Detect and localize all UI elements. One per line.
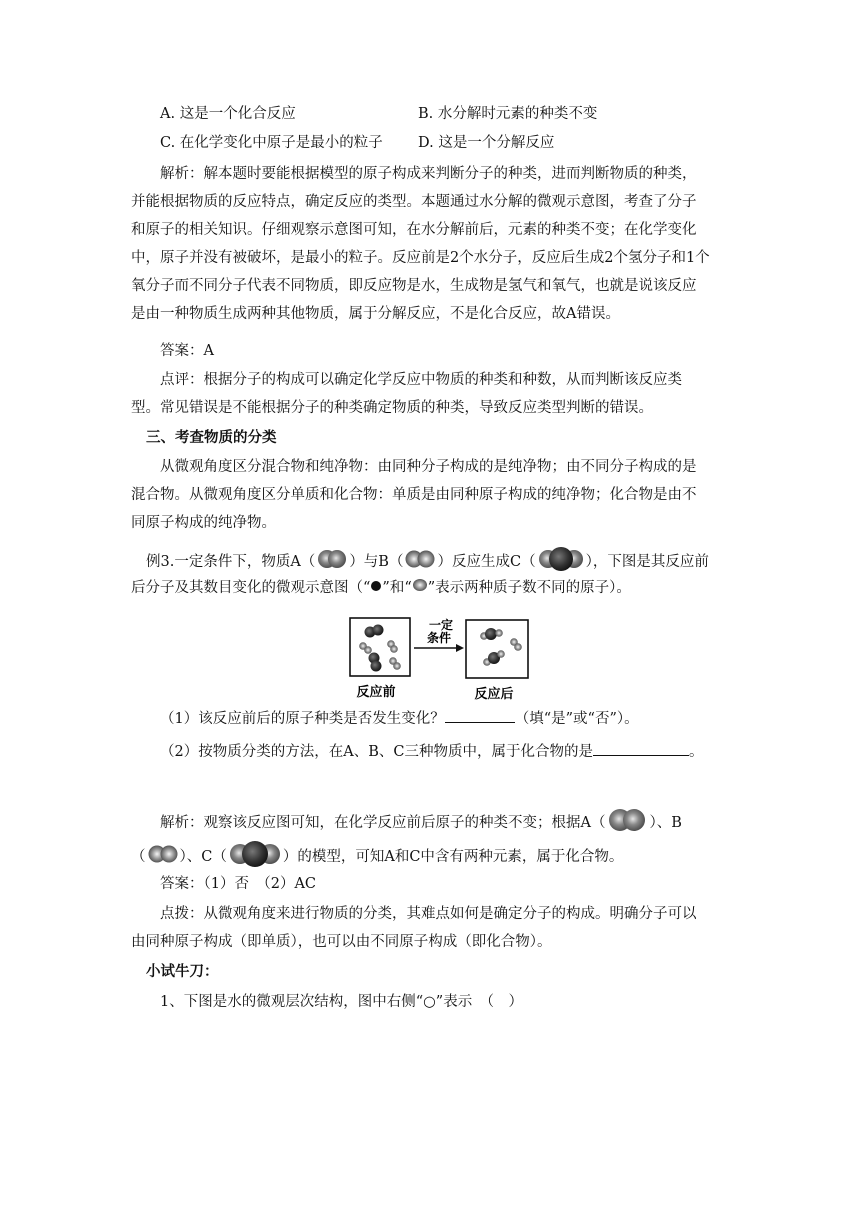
section3-line2: 混合物。从微观角度区分单质和化合物：单质是由同种原子构成的纯净物；化合物是由不 [131, 487, 697, 503]
practice-question-1: 1、下图是水的微观层次结构，图中右侧“○”表示 （ ） [160, 994, 523, 1010]
black-atom-icon [370, 578, 382, 598]
condition-top: 一定 [428, 618, 454, 632]
section3-title: 三、考查物质的分类 [146, 429, 277, 446]
molecule-b-icon [403, 548, 437, 576]
analysis3-line1: 解析：观察该反应图可知，在化学反应前后原子的种类不变；根据A（ ）、B [160, 806, 682, 840]
answer1: 答案：A [160, 343, 214, 359]
grey-atom-icon [412, 578, 428, 598]
example3-line1: 例3.一定条件下，物质A（ ）与B（ ）反应生成C（ ），下图是其反应前 [146, 546, 709, 578]
analysis3-line2: （ ）、C（ ）的模型，可知A和C中含有两种元素，属于化合物。 [131, 840, 623, 874]
option-a: A. 这是一个化合反应 [160, 106, 296, 122]
analysis1-line3: 和原子的相关知识。仔细观察示意图可知，在水分解前后，元素的种类不变；在化学变化 [131, 222, 697, 238]
option-b: B. 水分解时元素的种类不变 [418, 106, 598, 122]
molecule-b-icon [146, 843, 180, 871]
option-c: C. 在化学变化中原子是最小的粒子 [160, 135, 383, 151]
section3-line1: 从微观角度区分混合物和纯净物：由同种分子构成的是纯净物；由不同分子构成的是 [160, 459, 697, 475]
answer3: 答案：（1）否 （2）AC [160, 876, 317, 892]
practice-title: 小试牛刀： [146, 963, 219, 980]
analysis1-line2: 并能根据物质的反应特点，确定反应的类型。本题通过水分解的微观示意图，考查了分子 [131, 194, 697, 210]
reaction-diagram [348, 614, 533, 700]
molecule-a-icon [605, 806, 649, 840]
example3-line2: 后分子及其数目变化的微观示意图（“ ”和“ ”表示两种质子数不同的原子）。 [131, 580, 631, 596]
answer-blank-1[interactable] [445, 707, 515, 723]
tip3-line2: 由同种原子构成（即单质），也可以由不同原子构成（即化合物）。 [131, 934, 552, 950]
molecule-c-icon [227, 840, 283, 874]
molecule-a-icon [315, 548, 349, 576]
analysis1-line5: 氧分子而不同分子代表不同物质，即反应物是水，生成物是氢气和氧气，也就是说该反应 [131, 278, 697, 294]
tip3-line1: 点拨：从微观角度来进行物质的分类，其难点如何是确定分子的构成。明确分子可以 [160, 906, 697, 922]
after-label: 反应后 [474, 687, 514, 700]
question-2: （2）按物质分类的方法，在A、B、C三种物质中，属于化合物的是 。 [160, 740, 703, 762]
analysis1-line1: 解析：解本题时要能根据模型的原子构成来判断分子的种类，进而判断物质的种类， [160, 166, 697, 182]
analysis1-line6: 是由一种物质生成两种其他物质，属于分解反应，不是化合反应，故A错误。 [131, 306, 620, 322]
analysis1-line4: 中，原子并没有被破坏，是最小的粒子。反应前是2个水分子，反应后生成2个氢分子和1个 [131, 250, 710, 266]
comment1-line2: 型。常见错误是不能根据分子的种类确定物质的种类，导致反应类型判断的错误。 [131, 400, 653, 416]
reaction-figure [348, 614, 533, 704]
option-d: D. 这是一个分解反应 [418, 135, 555, 151]
question-1: （1）该反应前后的原子种类是否发生变化？ （填“是”或“否”）。 [160, 707, 639, 729]
before-label: 反应前 [356, 685, 396, 700]
condition-bottom: 条件 [426, 631, 452, 645]
comment1-line1: 点评：根据分子的构成可以确定化学反应中物质的种类和种数，从而判断该反应类 [160, 372, 682, 388]
molecule-c-icon [536, 546, 586, 578]
answer-blank-2[interactable] [593, 740, 689, 756]
section3-line3: 同原子构成的纯净物。 [131, 515, 276, 531]
